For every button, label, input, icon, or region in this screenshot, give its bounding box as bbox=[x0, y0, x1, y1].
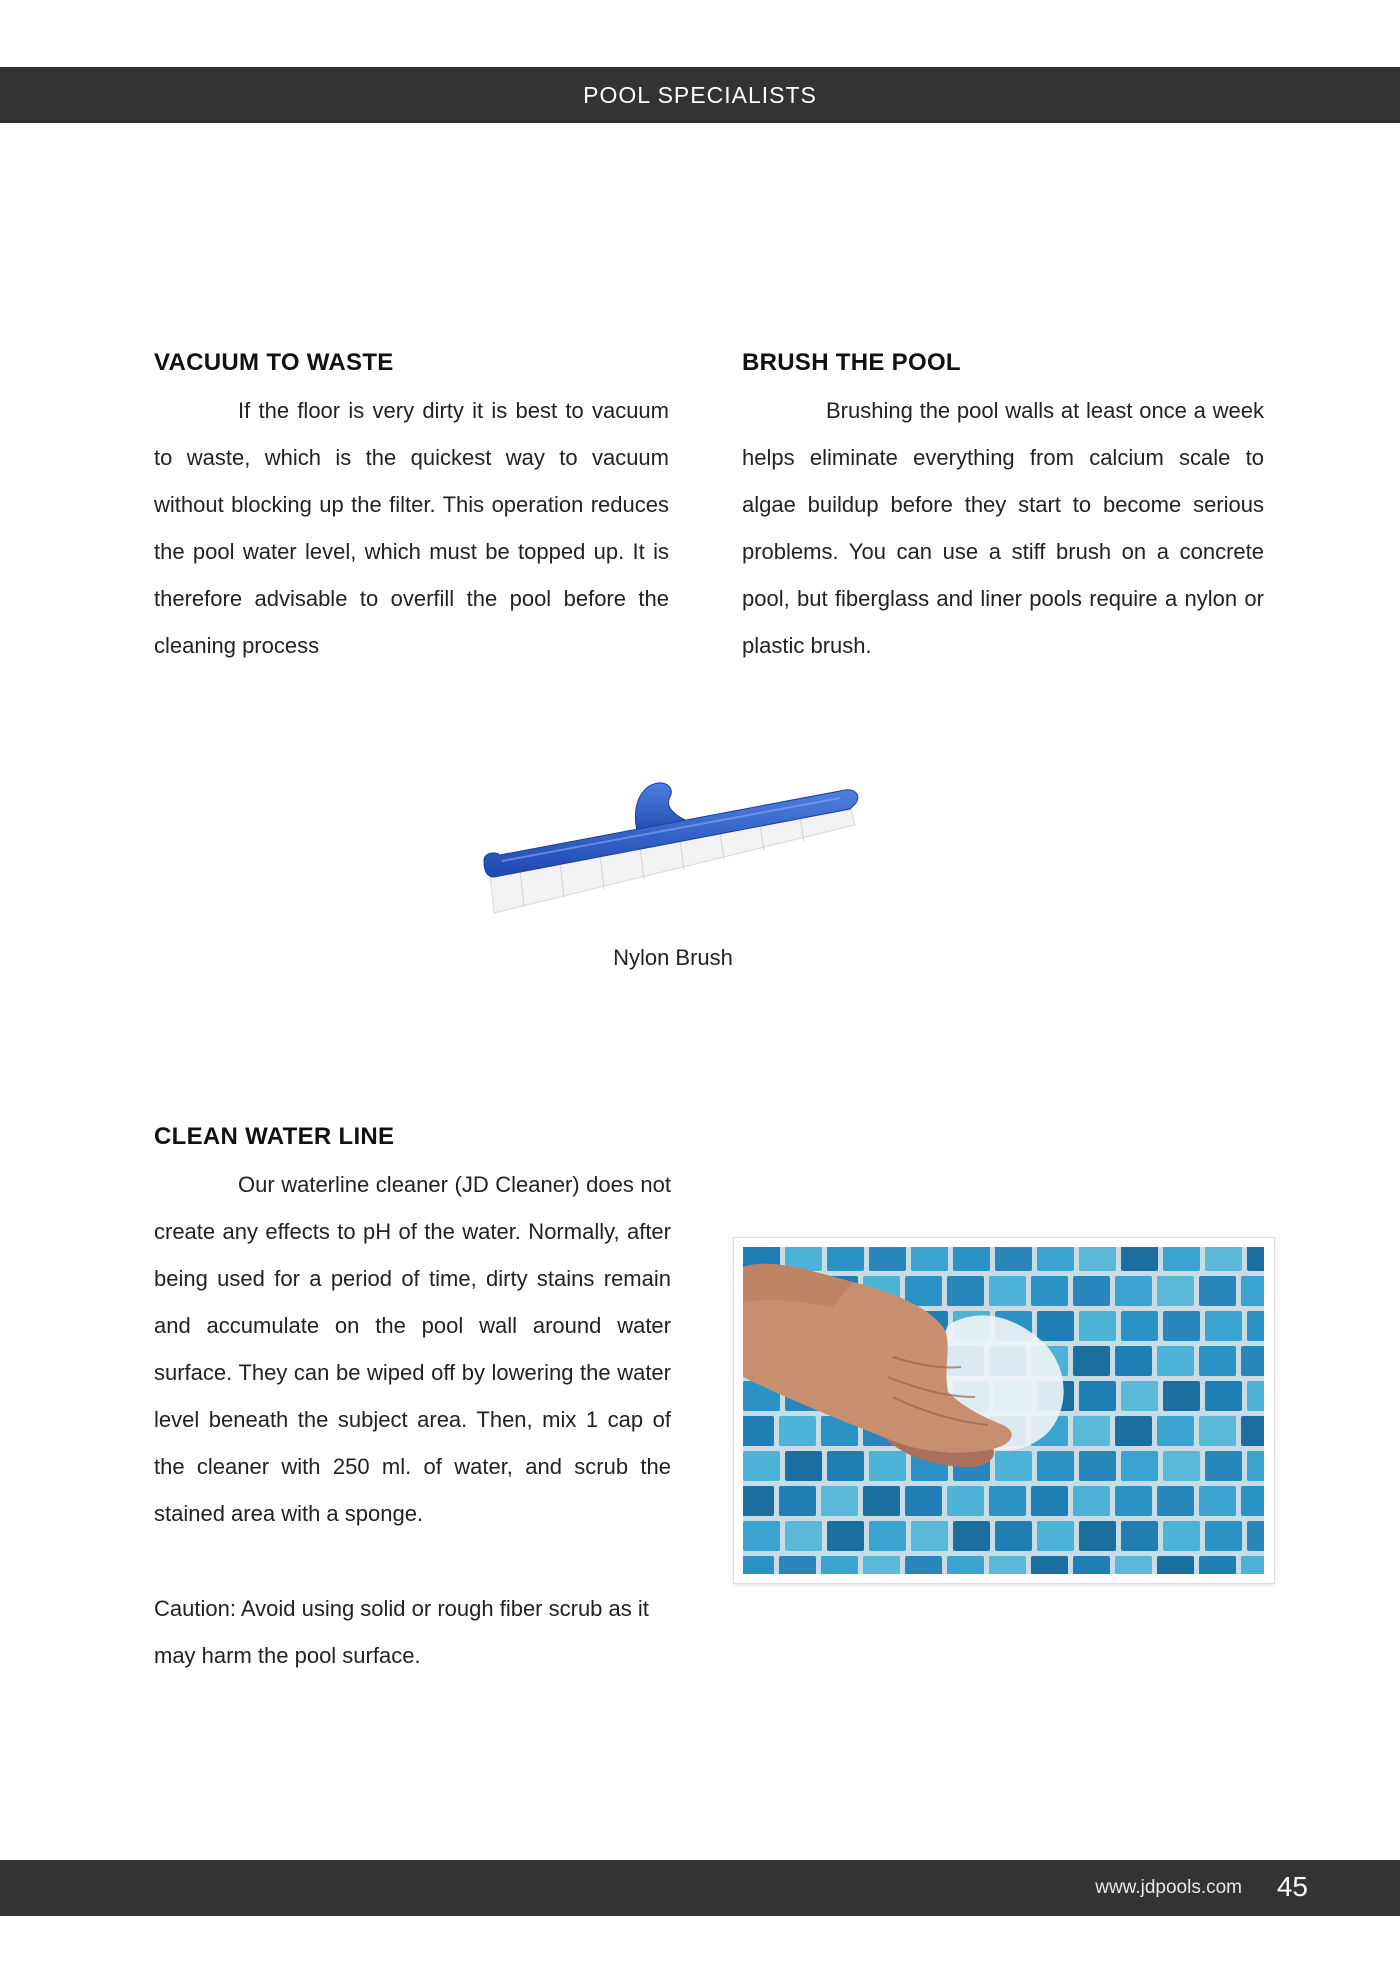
pool-tile bbox=[1079, 1381, 1116, 1411]
pool-tile bbox=[1073, 1346, 1110, 1376]
pool-tile bbox=[1157, 1346, 1194, 1376]
pool-tile bbox=[1037, 1247, 1074, 1271]
vacuum-body: If the floor is very dirty it is best to vacuum to waste, which is the quickest way to vacuum without blocking up the filter. This operation reduces the pool water level, which must be topped up. It is therefore advisable to overfill the pool before the cleaning process bbox=[154, 398, 669, 658]
pool-tile bbox=[1247, 1521, 1264, 1551]
pool-tile bbox=[1115, 1556, 1152, 1574]
pool-tile bbox=[1199, 1416, 1236, 1446]
pool-tile bbox=[1037, 1521, 1074, 1551]
pool-tile bbox=[1199, 1556, 1236, 1574]
pool-tile bbox=[869, 1521, 906, 1551]
pool-tile bbox=[827, 1247, 864, 1271]
pool-tile bbox=[989, 1486, 1026, 1516]
pool-tile bbox=[947, 1276, 984, 1306]
brush-caption: Nylon Brush bbox=[613, 945, 733, 970]
pool-tile bbox=[1121, 1381, 1158, 1411]
pool-tile bbox=[1241, 1556, 1264, 1574]
pool-tile bbox=[1205, 1381, 1242, 1411]
pool-tile bbox=[1079, 1521, 1116, 1551]
header-title: POOL SPECIALISTS bbox=[583, 81, 817, 108]
pool-tile bbox=[743, 1416, 774, 1446]
pool-tile bbox=[1121, 1521, 1158, 1551]
pool-tile bbox=[1163, 1311, 1200, 1341]
pool-tile bbox=[1121, 1311, 1158, 1341]
pool-tile bbox=[869, 1247, 906, 1271]
pool-tile bbox=[1037, 1311, 1074, 1341]
pool-tile bbox=[1247, 1381, 1264, 1411]
pool-tile bbox=[1205, 1451, 1242, 1481]
header-bar bbox=[0, 67, 1400, 123]
pool-tile bbox=[785, 1451, 822, 1481]
pool-tile bbox=[1199, 1486, 1236, 1516]
pool-tile bbox=[1031, 1556, 1068, 1574]
pool-tile bbox=[863, 1486, 900, 1516]
pool-tile bbox=[995, 1451, 1032, 1481]
pool-tile bbox=[1037, 1451, 1074, 1481]
pool-tile bbox=[1205, 1311, 1242, 1341]
pool-tile bbox=[1205, 1247, 1242, 1271]
pool-tile bbox=[863, 1556, 900, 1574]
pool-tile bbox=[1079, 1451, 1116, 1481]
pool-tile bbox=[1241, 1486, 1264, 1516]
caution-note: Caution: Avoid using solid or rough fiber scrub as it may harm the pool surface. bbox=[154, 1596, 649, 1668]
pool-tile bbox=[779, 1556, 816, 1574]
pool-tile bbox=[1163, 1381, 1200, 1411]
pool-tile bbox=[1115, 1346, 1152, 1376]
pool-tile bbox=[1073, 1416, 1110, 1446]
pool-tile bbox=[1247, 1311, 1264, 1341]
pool-tile bbox=[905, 1276, 942, 1306]
vacuum-heading: VACUUM TO WASTE bbox=[154, 349, 394, 376]
brush-heading: BRUSH THE POOL bbox=[742, 349, 961, 376]
pool-tile bbox=[1079, 1311, 1116, 1341]
pool-tile bbox=[1079, 1247, 1116, 1271]
pool-tile bbox=[1115, 1276, 1152, 1306]
page-number: 45 bbox=[1276, 1871, 1308, 1902]
pool-tile bbox=[1157, 1556, 1194, 1574]
footer-url[interactable]: www.jdpools.com bbox=[1095, 1877, 1242, 1898]
pool-tile bbox=[1241, 1416, 1264, 1446]
brush-body: Brushing the pool walls at least once a week helps eliminate everything from calcium scale to algae buildup before they start to become serious problems. You can use a stiff brush on a concrete pool, but fiberglass and liner pools require a nylon or plastic brush. bbox=[742, 398, 1264, 658]
pool-tile bbox=[947, 1486, 984, 1516]
pool-tile bbox=[1241, 1346, 1264, 1376]
pool-tile bbox=[1199, 1346, 1236, 1376]
pool-tile bbox=[1163, 1247, 1200, 1271]
pool-tile bbox=[989, 1276, 1026, 1306]
pool-tile bbox=[743, 1521, 780, 1551]
pool-tile bbox=[1199, 1276, 1236, 1306]
pool-tile bbox=[1115, 1486, 1152, 1516]
pool-tile bbox=[785, 1521, 822, 1551]
waterline-photo bbox=[733, 1237, 1275, 1584]
pool-tile bbox=[1247, 1247, 1264, 1271]
pool-tile bbox=[1163, 1451, 1200, 1481]
pool-tile bbox=[869, 1451, 906, 1481]
waterline-body: Our waterline cleaner (JD Cleaner) does not create any effects to pH of the water. Normally, after being used for a period of time, dirty stains remain and accumulate on the pool wall around water surface. They can be wiped off by lowering the water level beneath the subject area. Then, mix 1 cap of the cleaner with 250 ml. of water, and scrub the stained area with a sponge. bbox=[154, 1172, 671, 1526]
pool-tile bbox=[779, 1486, 816, 1516]
pool-tile bbox=[1031, 1276, 1068, 1306]
pool-tile bbox=[995, 1521, 1032, 1551]
pool-tile bbox=[821, 1556, 858, 1574]
pool-tile bbox=[743, 1556, 774, 1574]
pool-tile bbox=[947, 1556, 984, 1574]
pool-tile bbox=[953, 1247, 990, 1271]
pool-tile bbox=[1241, 1276, 1264, 1306]
pool-tile bbox=[1073, 1276, 1110, 1306]
pool-tile bbox=[1163, 1521, 1200, 1551]
pool-tile bbox=[911, 1247, 948, 1271]
pool-tile bbox=[1031, 1486, 1068, 1516]
pool-tile bbox=[1157, 1416, 1194, 1446]
pool-tile bbox=[1073, 1486, 1110, 1516]
pool-tile bbox=[1115, 1416, 1152, 1446]
footer-bar bbox=[0, 1860, 1400, 1916]
pool-tile bbox=[995, 1247, 1032, 1271]
pool-tile bbox=[779, 1416, 816, 1446]
nylon-brush-image bbox=[480, 765, 860, 930]
pool-tile bbox=[1073, 1556, 1110, 1574]
pool-tile bbox=[743, 1451, 780, 1481]
pool-tile bbox=[827, 1521, 864, 1551]
waterline-heading: CLEAN WATER LINE bbox=[154, 1123, 395, 1150]
pool-tile bbox=[821, 1486, 858, 1516]
pool-tile bbox=[911, 1521, 948, 1551]
pool-tile bbox=[1121, 1451, 1158, 1481]
pool-tile bbox=[905, 1486, 942, 1516]
pool-tile bbox=[953, 1521, 990, 1551]
pool-tile bbox=[1121, 1247, 1158, 1271]
pool-tile bbox=[743, 1486, 774, 1516]
pool-tile bbox=[1157, 1276, 1194, 1306]
pool-tiles-photo bbox=[743, 1247, 1264, 1574]
pool-tile bbox=[827, 1451, 864, 1481]
pool-tile bbox=[1247, 1451, 1264, 1481]
pool-tile bbox=[1157, 1486, 1194, 1516]
pool-tile bbox=[1205, 1521, 1242, 1551]
pool-tile bbox=[989, 1556, 1026, 1574]
pool-tile bbox=[905, 1556, 942, 1574]
